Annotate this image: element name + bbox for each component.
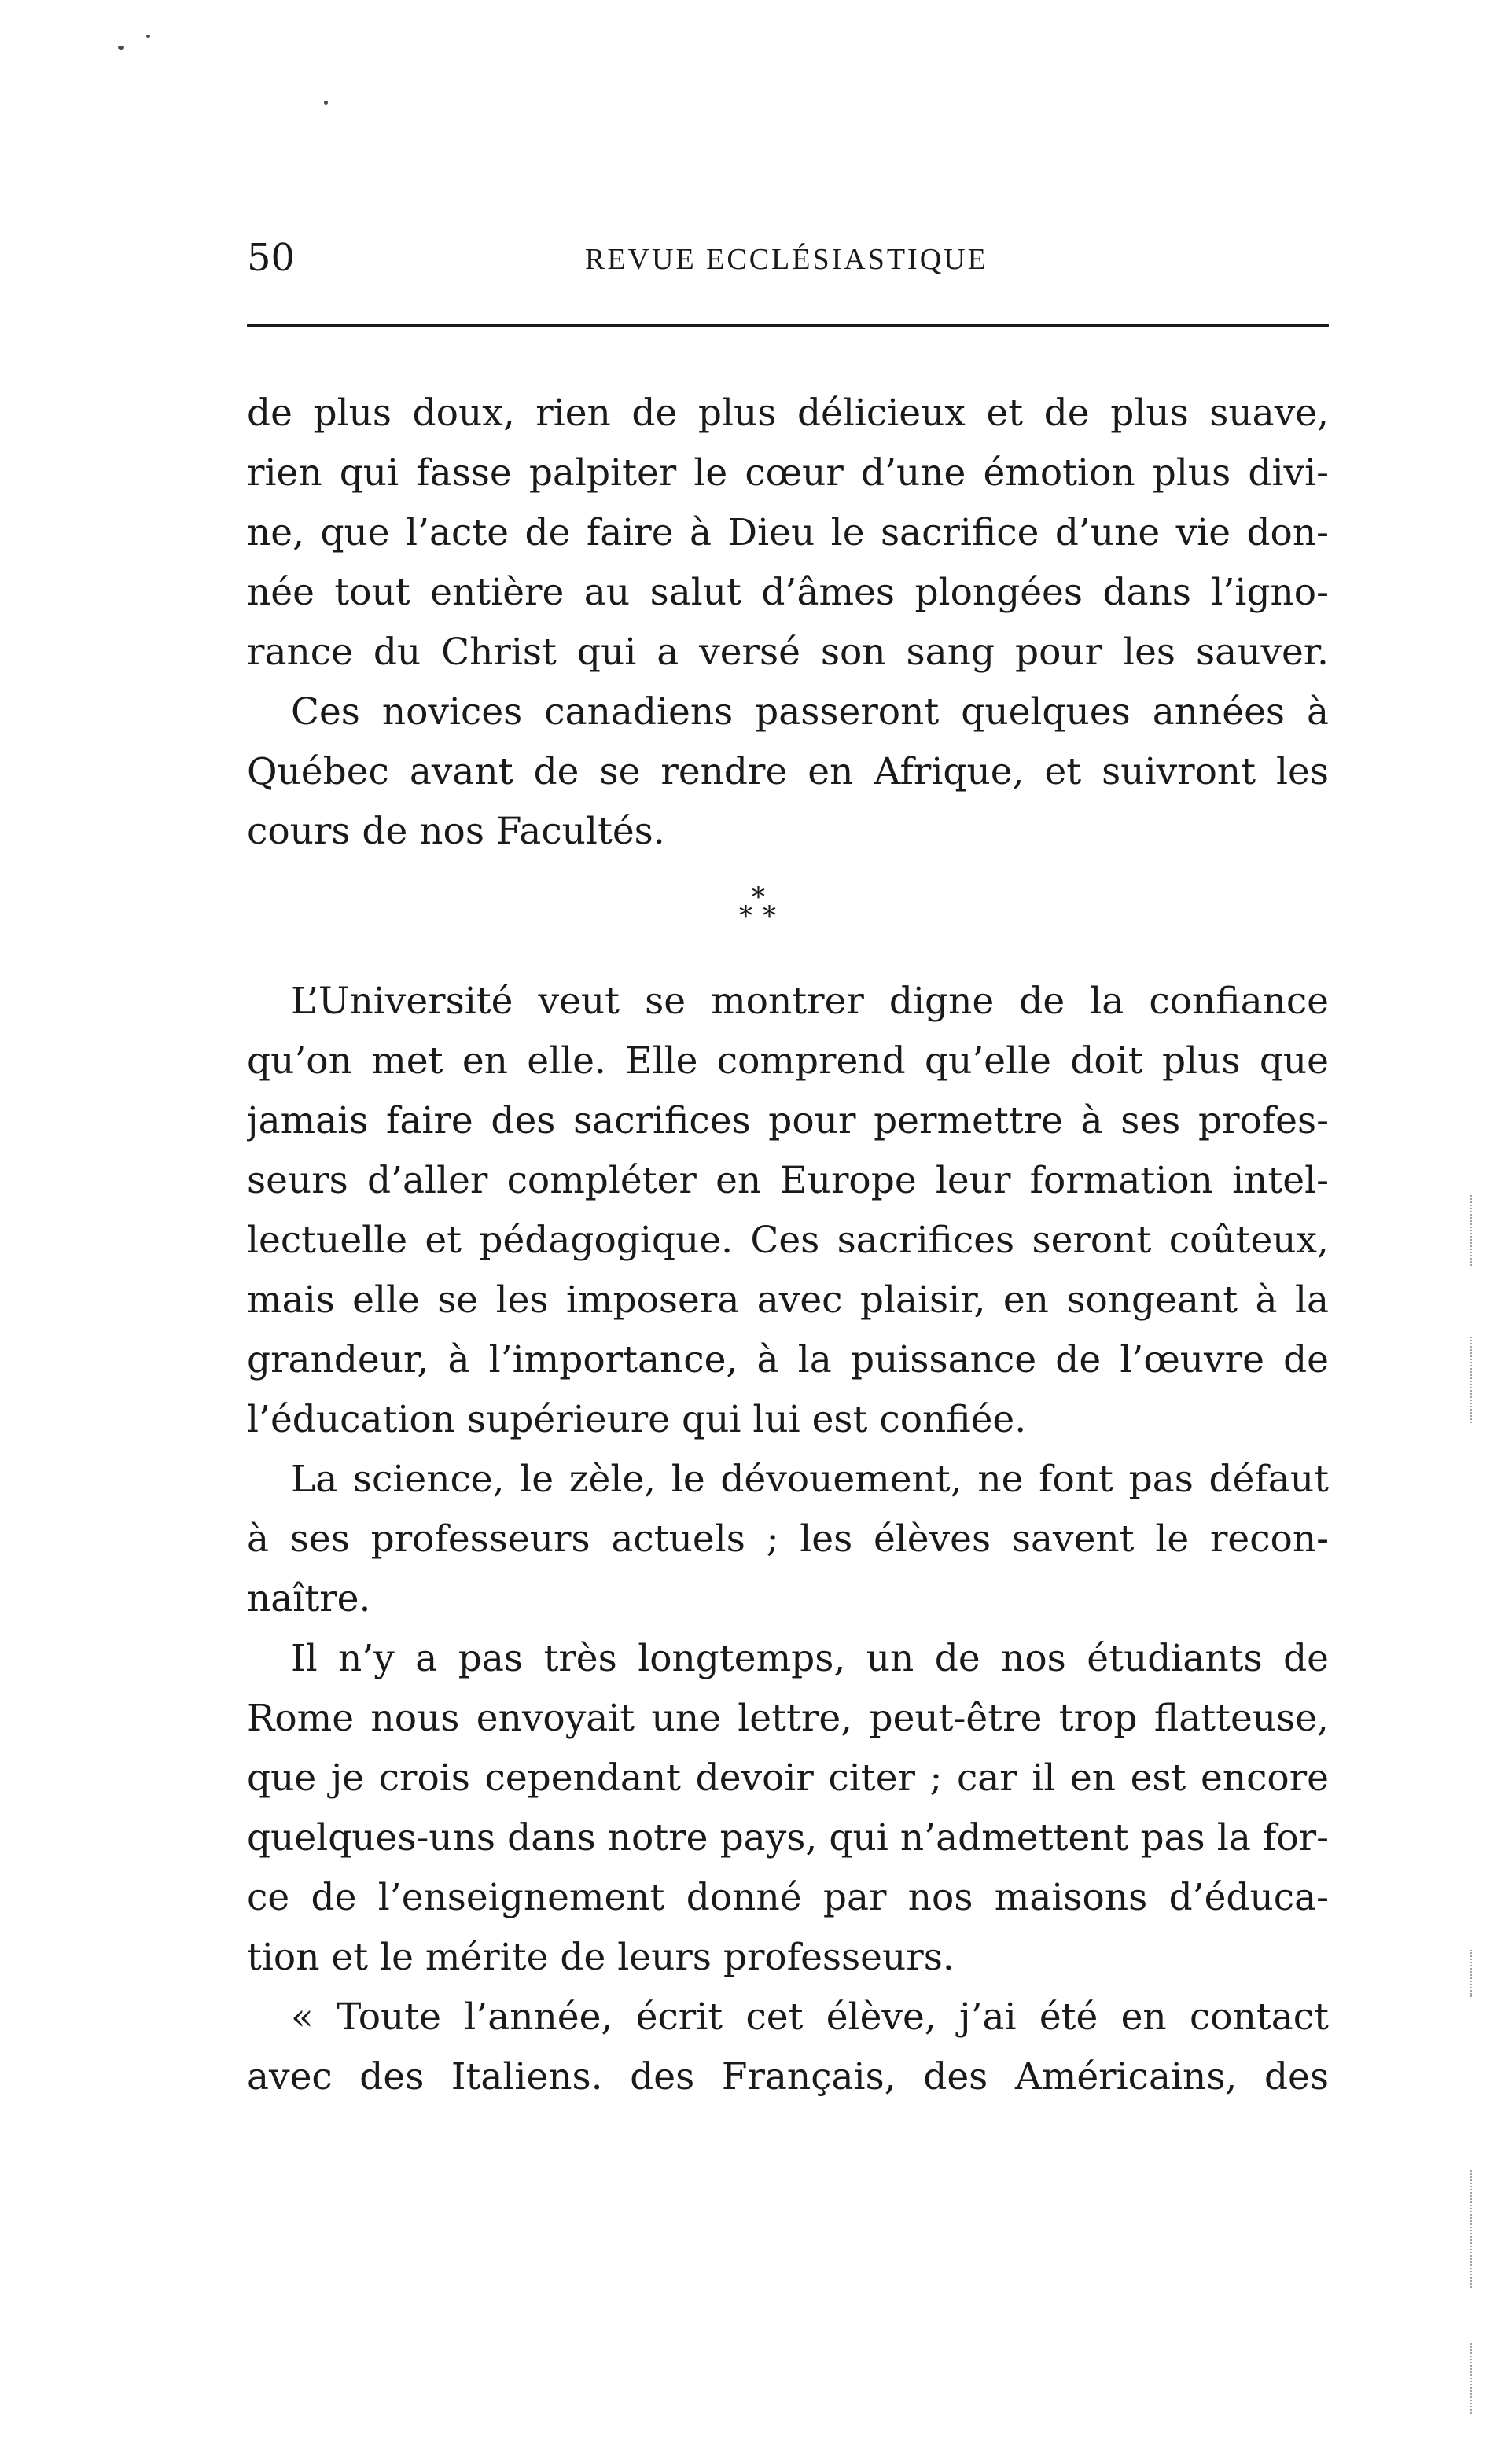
text-line: « Toute l’année, écrit cet élève, j’ai été en contact [291,1995,1329,2039]
text-line: à ses professeurs actuels ; les élèves savent le recon- [247,1517,1329,1561]
scan-speck [324,101,328,105]
text-line: Il n’y a pas très longtemps, un de nos étudiants de [291,1637,1329,1680]
text-line: naître. [247,1577,371,1620]
scan-edge-dots [1470,2343,1474,2414]
page-header [247,233,1329,283]
text-line: de plus doux, rien de plus délicieux et de plus suave, [247,392,1329,435]
text-line: ce de l’enseignement donné par nos maisons d’éduca- [247,1876,1329,1919]
asterism-star: * [739,900,752,932]
text-line: Rome nous envoyait une lettre, peut-être trop flatteuse, [247,1697,1329,1740]
text-line: quelques-uns dans notre pays, qui n’admettent pas la for- [247,1816,1329,1859]
page-number: 50 [247,236,296,280]
header-rule [247,324,1329,327]
text-line: jamais faire des sacrifices pour permettre à ses profes- [247,1099,1329,1142]
text-line: rance du Christ qui a versé son sang pour les sauver. [247,631,1329,674]
text-line: mais elle se les imposera avec plaisir, en songeant à la [247,1278,1329,1322]
text-line: tion et le mérite de leurs professeurs. [247,1936,955,1979]
scan-speck [118,46,124,50]
scan-edge-dots [1470,1950,1474,1997]
scan-speck [146,35,150,38]
text-line: Ces novices canadiens passeront quelques années à [291,690,1329,734]
text-line: La science, le zèle, le dévouement, ne font pas défaut [291,1458,1329,1501]
scan-edge-dots [1470,1337,1474,1423]
body-text [247,384,1329,2107]
scan-edge-dots [1470,1195,1474,1266]
text-line: l’éducation supérieure qui lui est confiée. [247,1398,1027,1441]
text-line: qu’on met en elle. Elle comprend qu’elle doit plus que [247,1039,1329,1083]
text-line: avec des Italiens. des Français, des Américains, des [247,2055,1329,2098]
text-line: lectuelle et pédagogique. Ces sacrifices seront coûteux, [247,1219,1329,1262]
text-line: Québec avant de se rendre en Afrique, et suivront les [247,750,1329,793]
text-line: rien qui fasse palpiter le cœur d’une émotion plus divi- [247,451,1329,495]
text-line: née tout entière au salut d’âmes plongées dans l’igno- [247,571,1329,614]
text-line: ne, que l’acte de faire à Dieu le sacrifice d’une vie don- [247,511,1329,554]
section-asterism [247,862,1329,972]
asterism-star: * [763,900,776,932]
asterism-star: * [752,881,765,913]
text-line: seurs d’aller compléter en Europe leur formation intel- [247,1159,1329,1202]
running-head: REVUE ECCLÉSIASTIQUE [585,243,988,276]
text-line: grandeur, à l’importance, à la puissance de l’œuvre de [247,1338,1329,1381]
text-line: que je crois cependant devoir citer ; car il en est encore [247,1756,1329,1800]
text-line: L’Université veut se montrer digne de la confiance [291,980,1329,1023]
scan-edge-dots [1470,2170,1474,2288]
text-line: cours de nos Facultés. [247,810,665,853]
